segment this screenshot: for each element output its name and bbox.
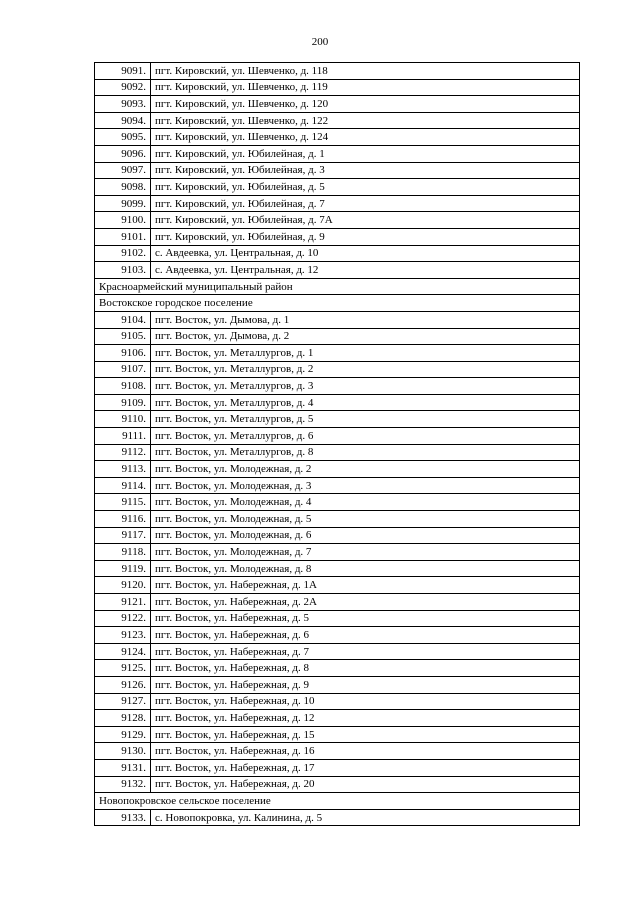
entry-number: 9092. (95, 79, 151, 96)
entry-number: 9101. (95, 228, 151, 245)
entry-address: пгт. Восток, ул. Молодежная, д. 8 (151, 560, 580, 577)
entry-address: пгт. Кировский, ул. Юбилейная, д. 3 (151, 162, 580, 179)
table-row (95, 660, 580, 677)
section-header-row (95, 793, 580, 810)
entry-address: пгт. Восток, ул. Набережная, д. 16 (151, 743, 580, 760)
entry-number: 9110. (95, 411, 151, 428)
entry-address: пгт. Кировский, ул. Шевченко, д. 120 (151, 96, 580, 113)
table-row (95, 394, 580, 411)
table-row (95, 63, 580, 80)
entry-address: пгт. Восток, ул. Металлургов, д. 3 (151, 378, 580, 395)
entry-number: 9106. (95, 345, 151, 362)
table-row (95, 544, 580, 561)
section-title: Красноармейский муниципальный район (95, 278, 580, 295)
entry-address: пгт. Восток, ул. Набережная, д. 10 (151, 693, 580, 710)
entry-number: 9117. (95, 527, 151, 544)
entry-number: 9099. (95, 195, 151, 212)
entry-address: пгт. Восток, ул. Металлургов, д. 5 (151, 411, 580, 428)
entry-address: с. Авдеевка, ул. Центральная, д. 10 (151, 245, 580, 262)
entry-address: пгт. Восток, ул. Металлургов, д. 6 (151, 428, 580, 445)
entry-address: пгт. Кировский, ул. Шевченко, д. 124 (151, 129, 580, 146)
entry-address: с. Новопокровка, ул. Калинина, д. 5 (151, 809, 580, 826)
entry-number: 9105. (95, 328, 151, 345)
section-title: Новопокровское сельское поселение (95, 793, 580, 810)
table-row (95, 262, 580, 279)
table-row (95, 577, 580, 594)
entry-number: 9098. (95, 179, 151, 196)
table-row (95, 594, 580, 611)
entry-address: с. Авдеевка, ул. Центральная, д. 12 (151, 262, 580, 279)
entry-number: 9093. (95, 96, 151, 113)
entry-address: пгт. Кировский, ул. Юбилейная, д. 5 (151, 179, 580, 196)
entry-number: 9125. (95, 660, 151, 677)
table-row (95, 776, 580, 793)
entry-address: пгт. Восток, ул. Металлургов, д. 8 (151, 444, 580, 461)
entry-number: 9115. (95, 494, 151, 511)
entry-address: пгт. Кировский, ул. Юбилейная, д. 7 (151, 195, 580, 212)
entry-number: 9091. (95, 63, 151, 80)
table-row (95, 759, 580, 776)
entry-address: пгт. Восток, ул. Молодежная, д. 2 (151, 461, 580, 478)
entry-address: пгт. Восток, ул. Набережная, д. 9 (151, 676, 580, 693)
entry-address: пгт. Восток, ул. Набережная, д. 1А (151, 577, 580, 594)
entry-address: пгт. Восток, ул. Молодежная, д. 4 (151, 494, 580, 511)
table-row (95, 245, 580, 262)
table-row (95, 560, 580, 577)
table-row (95, 494, 580, 511)
entry-number: 9103. (95, 262, 151, 279)
table-row (95, 643, 580, 660)
address-registry-table (94, 62, 580, 826)
table-row (95, 112, 580, 129)
entry-number: 9123. (95, 627, 151, 644)
entry-address: пгт. Восток, ул. Набережная, д. 17 (151, 759, 580, 776)
table-row (95, 179, 580, 196)
entry-address: пгт. Восток, ул. Молодежная, д. 6 (151, 527, 580, 544)
entry-address: пгт. Восток, ул. Набережная, д. 20 (151, 776, 580, 793)
entry-address: пгт. Восток, ул. Набережная, д. 7 (151, 643, 580, 660)
entry-number: 9128. (95, 710, 151, 727)
entry-number: 9127. (95, 693, 151, 710)
table-row (95, 79, 580, 96)
table-row (95, 212, 580, 229)
entry-number: 9124. (95, 643, 151, 660)
entry-address: пгт. Кировский, ул. Юбилейная, д. 7А (151, 212, 580, 229)
table-row (95, 627, 580, 644)
entry-number: 9096. (95, 145, 151, 162)
entry-number: 9122. (95, 610, 151, 627)
table-row (95, 743, 580, 760)
table-row (95, 411, 580, 428)
entry-number: 9111. (95, 428, 151, 445)
table-row (95, 228, 580, 245)
entry-address: пгт. Кировский, ул. Шевченко, д. 119 (151, 79, 580, 96)
table-row (95, 726, 580, 743)
entry-address: пгт. Восток, ул. Металлургов, д. 2 (151, 361, 580, 378)
table-row (95, 145, 580, 162)
entry-number: 9109. (95, 394, 151, 411)
section-header-row (95, 278, 580, 295)
entry-number: 9107. (95, 361, 151, 378)
table-row (95, 328, 580, 345)
entry-number: 9112. (95, 444, 151, 461)
registry-body (95, 63, 580, 826)
entry-address: пгт. Кировский, ул. Юбилейная, д. 1 (151, 145, 580, 162)
entry-address: пгт. Кировский, ул. Шевченко, д. 118 (151, 63, 580, 80)
table-row (95, 162, 580, 179)
table-row (95, 361, 580, 378)
table-row (95, 195, 580, 212)
page-number: 200 (311, 36, 329, 48)
entry-address: пгт. Восток, ул. Набережная, д. 15 (151, 726, 580, 743)
table-row (95, 345, 580, 362)
table-row (95, 610, 580, 627)
entry-address: пгт. Восток, ул. Набережная, д. 6 (151, 627, 580, 644)
entry-address: пгт. Восток, ул. Набережная, д. 12 (151, 710, 580, 727)
entry-address: пгт. Восток, ул. Молодежная, д. 7 (151, 544, 580, 561)
entry-address: пгт. Восток, ул. Набережная, д. 8 (151, 660, 580, 677)
entry-number: 9102. (95, 245, 151, 262)
section-title: Востокское городское поселение (95, 295, 580, 312)
table-row (95, 311, 580, 328)
table-row (95, 428, 580, 445)
table-row (95, 527, 580, 544)
table-row (95, 693, 580, 710)
entry-number: 9129. (95, 726, 151, 743)
table-row (95, 676, 580, 693)
entry-number: 9113. (95, 461, 151, 478)
table-row (95, 96, 580, 113)
entry-number: 9095. (95, 129, 151, 146)
entry-number: 9116. (95, 511, 151, 528)
entry-address: пгт. Восток, ул. Молодежная, д. 5 (151, 511, 580, 528)
entry-address: пгт. Кировский, ул. Юбилейная, д. 9 (151, 228, 580, 245)
section-header-row (95, 295, 580, 312)
table-row (95, 129, 580, 146)
entry-address: пгт. Восток, ул. Дымова, д. 2 (151, 328, 580, 345)
entry-number: 9121. (95, 594, 151, 611)
entry-number: 9119. (95, 560, 151, 577)
entry-address: пгт. Восток, ул. Молодежная, д. 3 (151, 477, 580, 494)
table-row (95, 378, 580, 395)
table-row (95, 477, 580, 494)
entry-number: 9118. (95, 544, 151, 561)
entry-number: 9108. (95, 378, 151, 395)
entry-number: 9100. (95, 212, 151, 229)
entry-address: пгт. Восток, ул. Металлургов, д. 1 (151, 345, 580, 362)
table-row (95, 461, 580, 478)
entry-number: 9120. (95, 577, 151, 594)
entry-number: 9130. (95, 743, 151, 760)
entry-number: 9132. (95, 776, 151, 793)
entry-number: 9104. (95, 311, 151, 328)
entry-number: 9126. (95, 676, 151, 693)
entry-address: пгт. Восток, ул. Дымова, д. 1 (151, 311, 580, 328)
entry-number: 9097. (95, 162, 151, 179)
entry-number: 9133. (95, 809, 151, 826)
entry-address: пгт. Кировский, ул. Шевченко, д. 122 (151, 112, 580, 129)
entry-number: 9094. (95, 112, 151, 129)
table-row (95, 710, 580, 727)
table-row (95, 444, 580, 461)
entry-address: пгт. Восток, ул. Набережная, д. 2А (151, 594, 580, 611)
entry-number: 9114. (95, 477, 151, 494)
entry-address: пгт. Восток, ул. Набережная, д. 5 (151, 610, 580, 627)
entry-number: 9131. (95, 759, 151, 776)
entry-address: пгт. Восток, ул. Металлургов, д. 4 (151, 394, 580, 411)
table-row (95, 809, 580, 826)
table-row (95, 511, 580, 528)
